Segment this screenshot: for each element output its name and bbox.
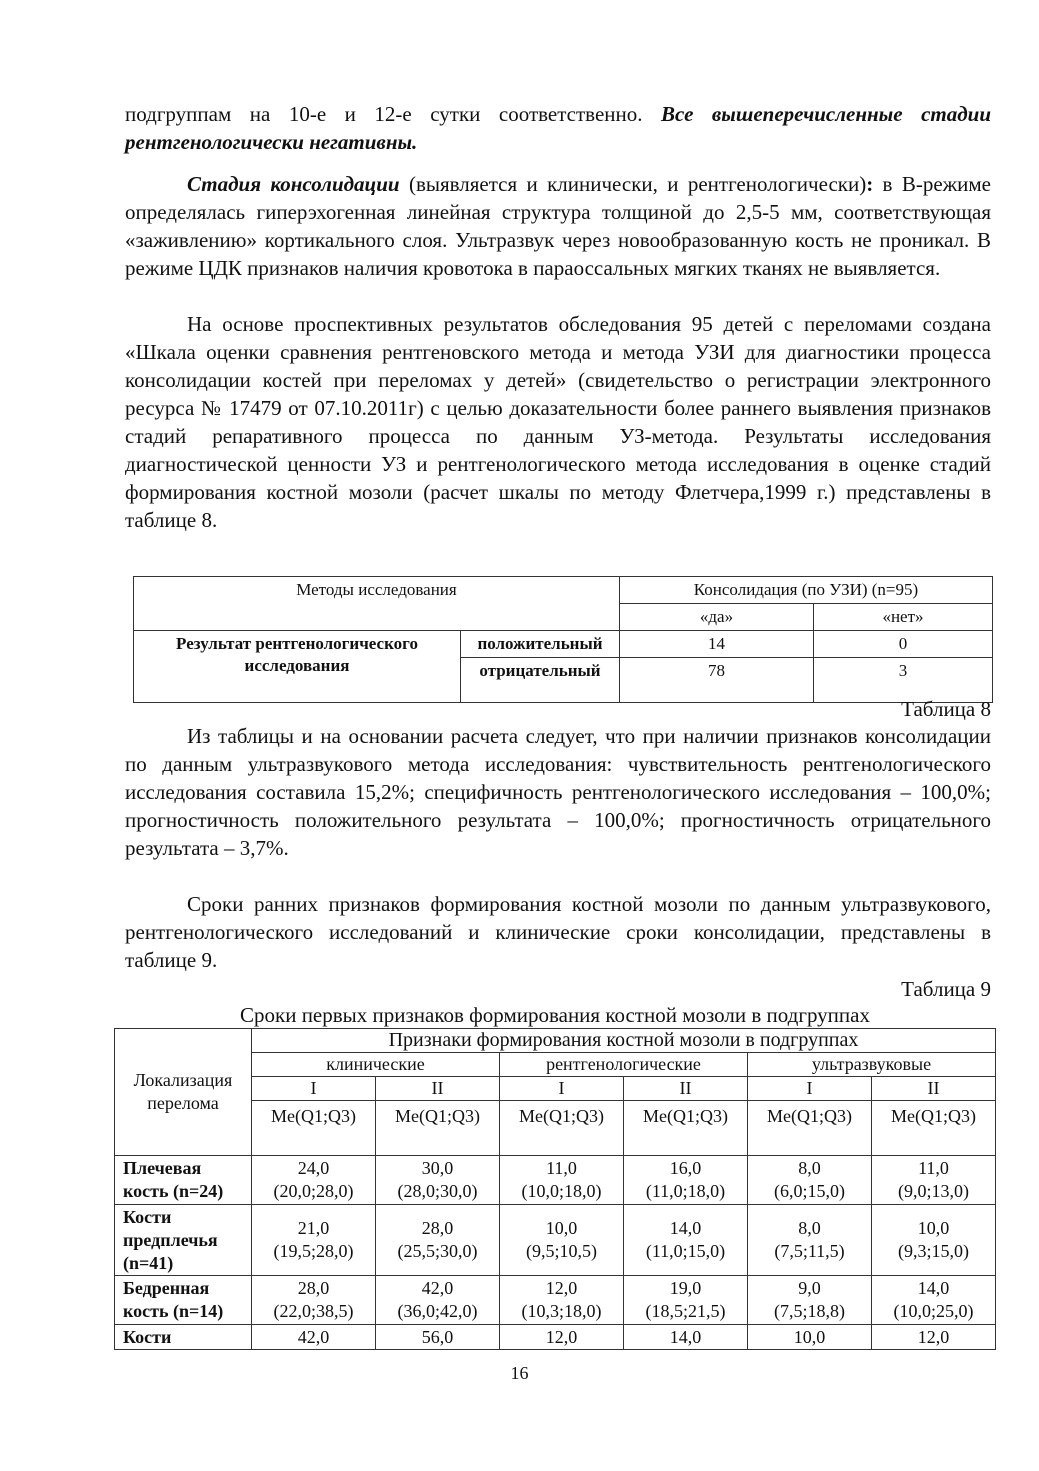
t8-cell: 0 (814, 631, 993, 658)
paragraph-1 (125, 100, 991, 156)
t9-cell: 42,0 (36,0;42,0) (376, 1276, 500, 1325)
t9-cell: 8,0 (6,0;15,0) (748, 1156, 872, 1205)
t8-col-no: «нет» (814, 604, 993, 631)
t8-row-name: положительный (461, 631, 620, 658)
t9-cell: 10,0 (9,3;15,0) (872, 1205, 996, 1276)
t9-subgroup: I (252, 1077, 376, 1101)
table-row (115, 1276, 996, 1325)
paragraph-4: Из таблицы и на основании расчета следует, что при наличии признаков консолидации по данным ультразвукового метода исследования: чувствительность рентгенологического исследования составила 15,2%; специфичность рентгенологического исследования – 100,0%; прогностичность положительного результата – 100,0%; прогностичность отрицательного результата – 3,7%. (125, 724, 991, 860)
t9-stat: Me(Q1;Q3) (500, 1101, 624, 1156)
table-9-label: Таблица 9 (901, 977, 991, 1001)
t9-cell: 9,0 (7,5;18,8) (748, 1276, 872, 1325)
t9-signs-header: Признаки формирования костной мозоли в подгруппах (252, 1029, 996, 1053)
t9-cell: 8,0 (7,5;11,5) (748, 1205, 872, 1276)
stage-title: Стадия консолидации (187, 172, 400, 196)
t9-cell: 21,0 (19,5;28,0) (252, 1205, 376, 1276)
t8-col-yes: «да» (620, 604, 814, 631)
t9-cell: 24,0 (20,0;28,0) (252, 1156, 376, 1205)
t9-cell: 14,0 (11,0;15,0) (624, 1205, 748, 1276)
table-9 (114, 1028, 996, 1350)
paragraph-5: Сроки ранних признаков формирования костной мозоли по данным ультразвукового, рентгенологического исследований и клинические сроки консолидации, представлены в таблице 9. (125, 892, 991, 972)
table-8-label: Таблица 8 (901, 697, 991, 721)
t9-row-name: Плечевая кость (n=24) (115, 1156, 252, 1205)
t9-subgroup: I (500, 1077, 624, 1101)
paragraph-text: (выявляется и клинически, и рентгенологически) (399, 172, 867, 196)
table-row (115, 1205, 996, 1276)
t9-subgroup: II (376, 1077, 500, 1101)
t9-row-name: Кости предплечья (n=41) (115, 1205, 252, 1276)
t9-cell: 10,0 (9,5;10,5) (500, 1205, 624, 1276)
t9-stat: Me(Q1;Q3) (624, 1101, 748, 1156)
t8-row-label: Результат рентгенологического исследования (134, 631, 461, 703)
t9-cell: 30,0 (28,0;30,0) (376, 1156, 500, 1205)
paragraph-3: На основе проспективных результатов обследования 95 детей с переломами создана «Шкала оценки сравнения рентгеновского метода и метода УЗИ для диагностики процесса консолидации костей при переломах у детей» (свидетельство о регистрации электронного ресурса № 17479 от 07.10.2011г) с целью доказательности более раннего выявления признаков стадий репаративного процесса по данным УЗ-метода. Результаты исследования диагностической ценности УЗ и рентгенологического метода исследования в оценке стадий формирования костной мозоли (расчет шкалы по методу Флетчера,1999 г.) представлены в таблице 8. (125, 312, 991, 532)
t9-loc-header: Локализация перелома (115, 1029, 252, 1156)
colon: : (866, 172, 874, 196)
t8-row-name: отрицательный (461, 658, 620, 703)
t8-cell: 3 (814, 658, 993, 703)
paragraph-text: в B-режиме определялась гиперэхогенная линейная структура толщиной до 2,5-5 мм, соответствующая «заживлению» кортикального слоя. Ультразвук через новообразованную кость не проникал. В режиме ЦДК признаков наличия кровотока в параоссальных мягких тканях не выявляется. (125, 172, 992, 280)
t9-cell: 56,0 (376, 1325, 500, 1350)
t9-cell: 28,0 (22,0;38,5) (252, 1276, 376, 1325)
t9-stat: Me(Q1;Q3) (748, 1101, 872, 1156)
t8-header-consolidation: Консолидация (по УЗИ) (n=95) (620, 577, 993, 604)
t9-cell: 11,0 (9,0;13,0) (872, 1156, 996, 1205)
paragraph-2 (125, 170, 991, 282)
t9-subgroup: I (748, 1077, 872, 1101)
t9-cell: 14,0 (10,0;25,0) (872, 1276, 996, 1325)
t9-subgroup: II (872, 1077, 996, 1101)
t9-stat: Me(Q1;Q3) (872, 1101, 996, 1156)
t9-cell: 10,0 (748, 1325, 872, 1350)
t9-row-name: Бедренная кость (n=14) (115, 1276, 252, 1325)
table-9-caption: Сроки первых признаков формирования костной мозоли в подгруппах (240, 1003, 870, 1027)
t9-stat: Me(Q1;Q3) (376, 1101, 500, 1156)
t9-cell: 16,0 (11,0;18,0) (624, 1156, 748, 1205)
t9-cell: 42,0 (252, 1325, 376, 1350)
t9-cell: 12,0 (500, 1325, 624, 1350)
t9-group: рентгенологические (500, 1053, 748, 1077)
t9-cell: 19,0 (18,5;21,5) (624, 1276, 748, 1325)
t9-group: ультразвуковые (748, 1053, 996, 1077)
emphasis-text: Все вышеперечисленные стадии рентгенологически негативны. (125, 102, 991, 154)
table-8 (133, 576, 993, 703)
t8-cell: 78 (620, 658, 814, 703)
table-row (115, 1156, 996, 1205)
t9-cell: 28,0 (25,5;30,0) (376, 1205, 500, 1276)
t9-group: клинические (252, 1053, 500, 1077)
t9-cell: 11,0 (10,0;18,0) (500, 1156, 624, 1205)
paragraph-text: подгруппам на 10-е и 12-е сутки соответственно. (125, 102, 662, 126)
t8-cell: 14 (620, 631, 814, 658)
t9-cell: 12,0 (10,3;18,0) (500, 1276, 624, 1325)
t9-subgroup: II (624, 1077, 748, 1101)
t8-header-methods: Методы исследования (134, 577, 620, 631)
t9-row-name: Кости (115, 1325, 252, 1350)
page-number: 16 (510, 1363, 529, 1383)
t9-cell: 14,0 (624, 1325, 748, 1350)
t9-stat: Me(Q1;Q3) (252, 1101, 376, 1156)
table-row (115, 1325, 996, 1350)
t9-cell: 12,0 (872, 1325, 996, 1350)
